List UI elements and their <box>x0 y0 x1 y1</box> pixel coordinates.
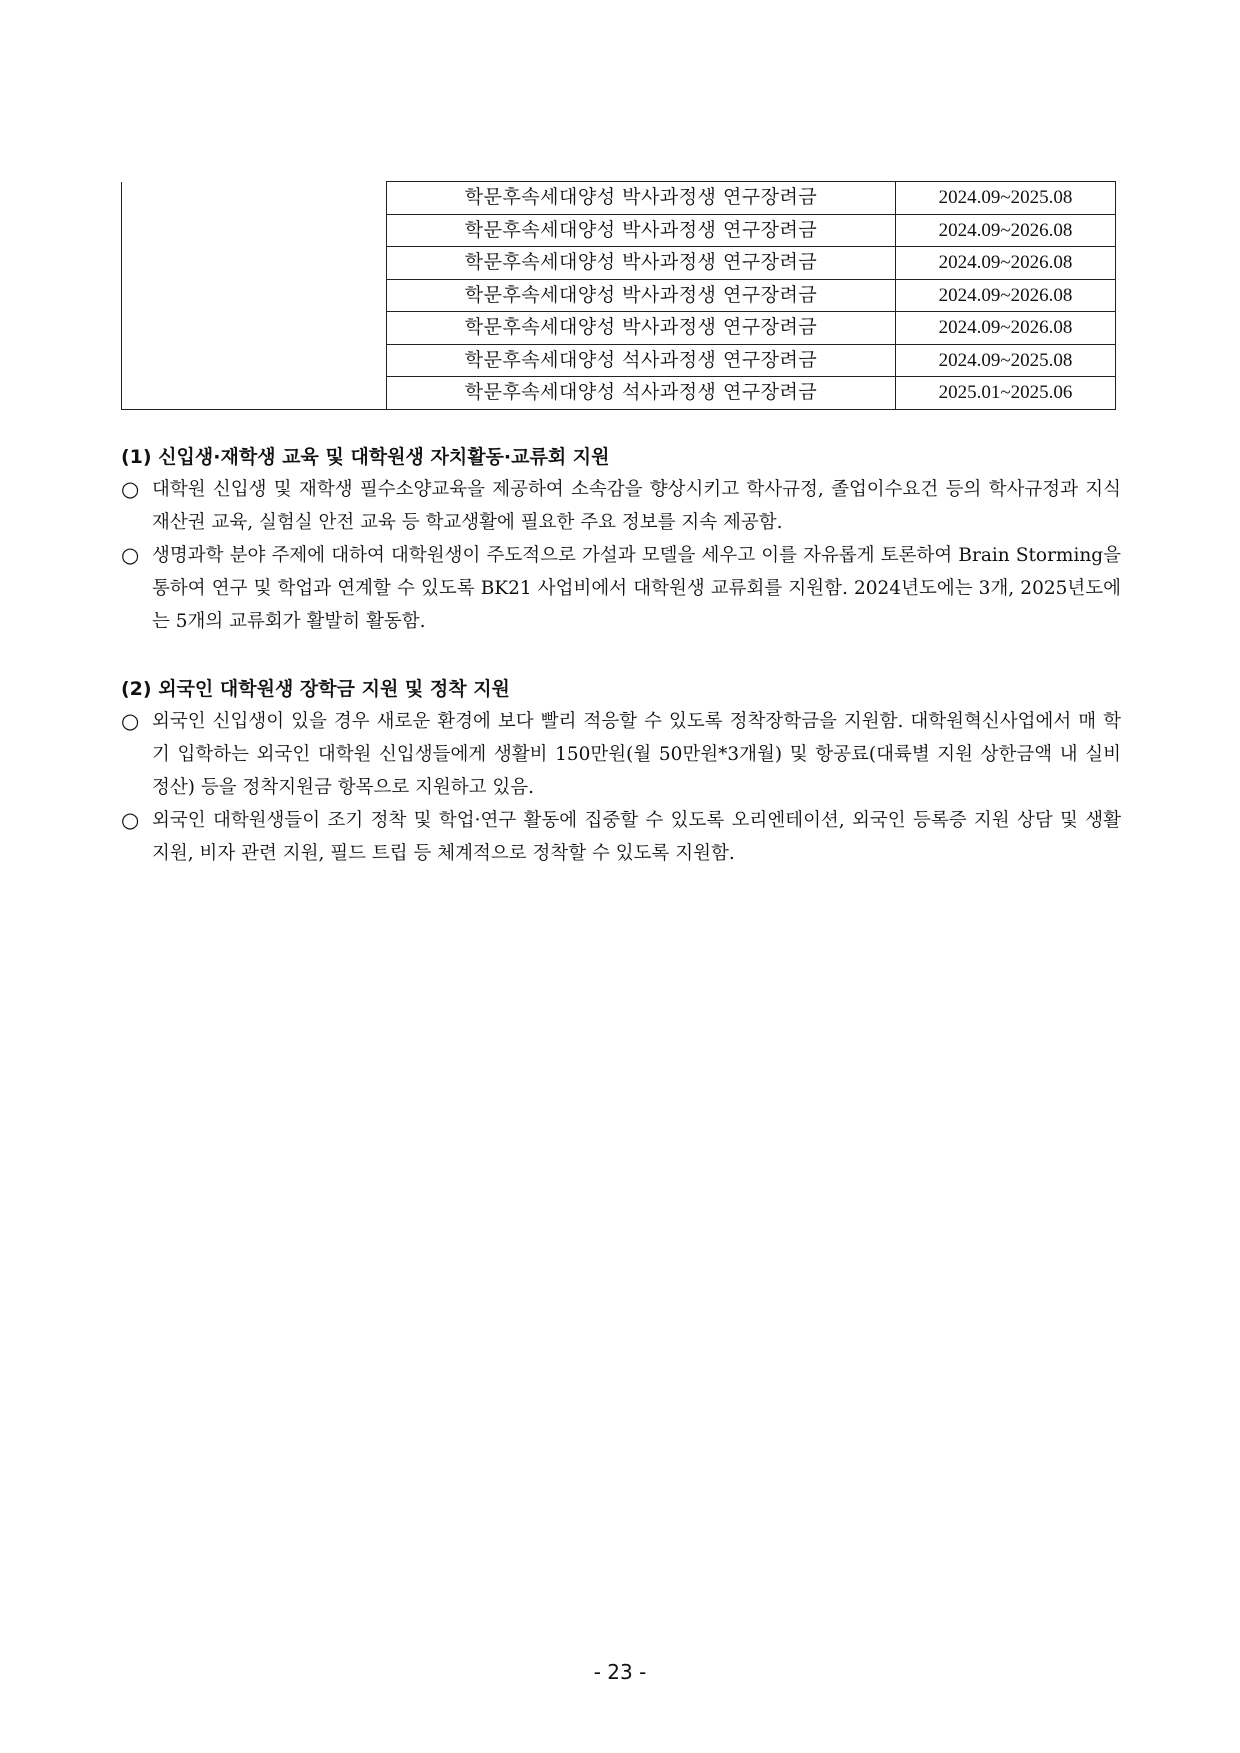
circle-bullet-icon: ○ <box>121 477 140 501</box>
table-cell-blank <box>122 247 387 280</box>
table-row <box>122 247 1116 280</box>
section-2-title: (2) 외국인 대학원생 장학금 지원 및 정착 지원 <box>121 678 510 700</box>
table-cell-name: 학문후속세대양성 박사과정생 연구장려금 <box>387 279 896 312</box>
table-row <box>122 214 1116 247</box>
table-cell-blank <box>122 377 387 410</box>
page-number: - 23 - <box>593 1660 647 1684</box>
table-cell-blank <box>122 312 387 345</box>
table-cell-period: 2024.09~2025.08 <box>896 182 1116 215</box>
bullet-item <box>121 539 1121 638</box>
table-cell-name: 학문후속세대양성 석사과정생 연구장려금 <box>387 377 896 410</box>
table-cell-name: 학문후속세대양성 박사과정생 연구장려금 <box>387 247 896 280</box>
circle-bullet-icon: ○ <box>121 808 140 832</box>
circle-bullet-icon: ○ <box>121 709 140 733</box>
table-row <box>122 377 1116 410</box>
table-cell-blank <box>122 344 387 377</box>
table-cell-blank <box>122 214 387 247</box>
section-2 <box>121 673 1121 870</box>
table-row <box>122 182 1116 215</box>
table-row <box>122 279 1116 312</box>
table-cell-name: 학문후속세대양성 박사과정생 연구장려금 <box>387 312 896 345</box>
table-cell-name: 학문후속세대양성 박사과정생 연구장려금 <box>387 214 896 247</box>
bullet-text: 외국인 대학원생들이 조기 정착 및 학업·연구 활동에 집중할 수 있도록 오리엔테이션, 외국인 등록증 지원 상담 및 생활 지원, 비자 관련 지원, 필드 트립 등 체계적으로 정착할 수 있도록 지원함. <box>152 810 1121 864</box>
table-cell-blank <box>122 182 387 215</box>
table-cell-period: 2024.09~2026.08 <box>896 312 1116 345</box>
bullet-item <box>121 705 1121 804</box>
bullet-item <box>121 473 1121 539</box>
table-cell-period: 2024.09~2026.08 <box>896 214 1116 247</box>
bullet-text: 외국인 신입생이 있을 경우 새로운 환경에 보다 빨리 적응할 수 있도록 정착장학금을 지원함. 대학원혁신사업에서 매 학기 입학하는 외국인 대학원 신입생들에게 생활비 150만원(월 50만원*3개월) 및 항공료(대륙별 지원 상한금액 내 실비 정산) 등을 정착지원금 항목으로 지원하고 있음. <box>152 711 1121 798</box>
table-cell-period: 2025.01~2025.06 <box>896 377 1116 410</box>
table-cell-blank <box>122 279 387 312</box>
section-1-title: (1) 신입생·재학생 교육 및 대학원생 자치활동·교류회 지원 <box>121 446 610 468</box>
table-cell-period: 2024.09~2026.08 <box>896 279 1116 312</box>
table-row <box>122 344 1116 377</box>
section-1 <box>121 441 1121 638</box>
circle-bullet-icon: ○ <box>121 543 140 567</box>
scholarship-table <box>121 181 1116 410</box>
table-cell-period: 2024.09~2025.08 <box>896 344 1116 377</box>
bullet-text: 생명과학 분야 주제에 대하여 대학원생이 주도적으로 가설과 모델을 세우고 이를 자유롭게 토론하여 Brain Storming을 통하여 연구 및 학업과 연계할 수 있도록 BK21 사업비에서 대학원생 교류회를 지원함. 2024년도에는 3개, 2025년도에는 5개의 교류회가 활발히 활동함. <box>152 545 1121 632</box>
table-cell-name: 학문후속세대양성 박사과정생 연구장려금 <box>387 182 896 215</box>
bullet-text: 대학원 신입생 및 재학생 필수소양교육을 제공하여 소속감을 향상시키고 학사규정, 졸업이수요건 등의 학사규정과 지식재산권 교육, 실험실 안전 교육 등 학교생활에 필요한 주요 정보를 지속 제공함. <box>152 479 1121 533</box>
table-cell-period: 2024.09~2026.08 <box>896 247 1116 280</box>
bullet-item <box>121 804 1121 870</box>
table-cell-name: 학문후속세대양성 석사과정생 연구장려금 <box>387 344 896 377</box>
table-row <box>122 312 1116 345</box>
